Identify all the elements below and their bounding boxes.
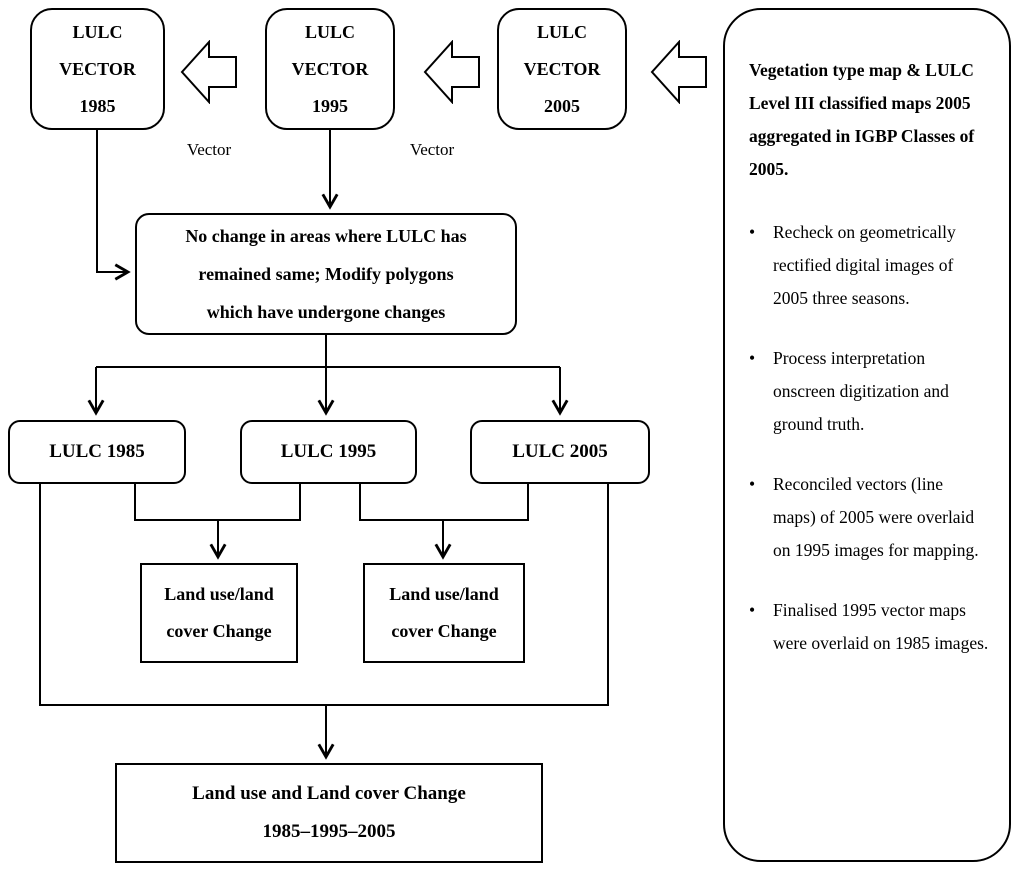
box-text-line: VECTOR [291,58,369,79]
bullet-marker: • [749,348,756,368]
panel-bullet-item [749,594,989,660]
box-text-line: 1985–1995–2005 [262,821,396,842]
block-arrow-left-icon [650,40,707,104]
land-use-change-box-1 [140,563,298,663]
box-text-line: LULC [72,21,123,42]
connector-vector1985-to-merge [97,130,127,272]
block-arrow-left-icon [180,40,237,104]
final-change-box [115,763,543,863]
box-text-line: Land use/land [389,584,499,604]
vector-label-right: Vector [409,140,455,159]
box-text-line: 1985 [79,95,116,116]
box-text-line: Land use/land [164,584,274,604]
lulc-vector-2005-box [497,8,627,130]
bullet-marker: • [749,474,756,494]
panel-bullet-item [749,468,989,567]
box-text-line: LULC [536,21,587,42]
panel-header-text: Vegetation type map & LULC Level III classified maps 2005 aggregated in IGBP Classes of 2005. [749,60,975,179]
panel-bullet-item [749,216,989,315]
bullet-text: Reconciled vectors (line maps) of 2005 were overlaid on 1995 images for mapping. [773,474,979,560]
box-text-line: No change in areas where LULC has [185,226,467,246]
box-text-line: cover Change [166,621,272,641]
connector-1985-1995-join [135,484,300,520]
vector-label-left: Vector [186,140,232,159]
bullet-marker: • [749,600,756,620]
bullet-text: Process interpretation onscreen digitization and ground truth. [773,348,949,434]
block-arrow-left-icon [423,40,480,104]
box-text-line: 1995 [312,95,348,116]
lulc-1995-box [240,420,417,484]
box-text-line: VECTOR [59,58,136,79]
land-use-change-box-2 [363,563,525,663]
box-text-line: LULC 1985 [49,441,145,462]
box-text-line: LULC 2005 [512,441,608,462]
bullet-text: Recheck on geometrically rectified digital images of 2005 three seasons. [773,222,956,308]
side-note-panel [723,8,1011,862]
bullet-marker: • [749,222,756,242]
lulc-2005-box [470,420,650,484]
box-text-line: 2005 [544,95,580,116]
panel-bullet-item [749,342,989,441]
connector-1995-2005-join [360,484,528,520]
box-text-line: LULC 1995 [280,441,377,462]
box-text-line: Land use and Land cover Change [192,783,466,804]
no-change-modify-polygons-box [135,213,517,335]
lulc-1985-box [8,420,186,484]
box-text-line: VECTOR [523,58,601,79]
box-text-line: LULC [304,21,355,42]
box-text-line: cover Change [391,621,497,641]
bullet-text: Finalised 1995 vector maps were overlaid on 1985 images. [773,600,989,653]
lulc-vector-1995-box [265,8,395,130]
box-text-line: which have undergone changes [206,302,446,322]
lulc-vector-1985-box [30,8,165,130]
box-text-line: remained same; Modify polygons [198,264,454,284]
